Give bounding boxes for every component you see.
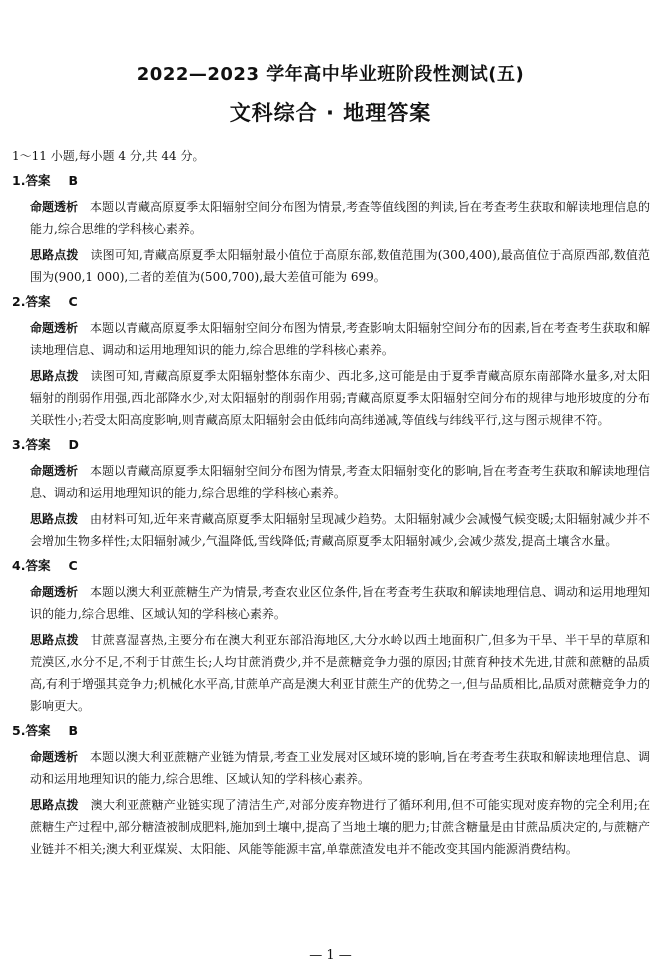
hint-paragraph <box>30 794 650 860</box>
answer-label: 答案 <box>25 173 51 188</box>
question-number: 3. <box>12 437 26 452</box>
hint-label: 思路点拨 <box>30 369 79 383</box>
hint-paragraph <box>30 244 650 288</box>
analysis-text: 本题以青藏高原夏季太阳辐射空间分布图为情景,考查影响太阳辐射空间分布的因素,旨在考查考生获取和解读地理信息、调动和运用地理知识的能力,综合思维的学科核心素养。 <box>30 321 650 357</box>
hint-text: 澳大利亚蔗糖产业链实现了清洁生产,对部分废弃物进行了循环利用,但不可能实现对废弃物的完全利用;在蔗糖生产过程中,部分糖渣被制成肥料,施加到土壤中,提高了当地土壤的肥力;甘蔗含糖量是由甘蔗品质决定的,与蔗糖产业链并不相关;澳大利亚煤炭、太阳能、风能等能源丰富,单靠蔗渣发电并不能改变其国内能源消费结构。 <box>30 798 650 856</box>
hint-paragraph <box>30 508 650 552</box>
answer-choice: B <box>68 723 78 738</box>
question-list <box>12 171 650 860</box>
answer-label: 答案 <box>25 437 51 452</box>
analysis-paragraph <box>30 196 650 240</box>
question-block <box>12 435 650 552</box>
answer-line <box>12 292 650 312</box>
scoring-intro: 1～11 小题,每小题 4 分,共 44 分。 <box>12 149 205 163</box>
answer-label: 答案 <box>25 294 51 309</box>
analysis-paragraph <box>30 746 650 790</box>
answer-content <box>12 146 650 864</box>
analysis-label: 命题透析 <box>30 585 79 599</box>
answer-choice: C <box>68 558 78 573</box>
hint-text: 读图可知,青藏高原夏季太阳辐射整体东南少、西北多,这可能是由于夏季青藏高原东南部降水量多,对太阳辐射的削弱作用强,西北部降水少,对太阳辐射的削弱作用弱;青藏高原夏季太阳辐射空间分布的规律与地形坡度的分布关联性小;若受太阳高度影响,则青藏高原太阳辐射会由低纬向高纬递减,等值线与纬线平行,这与图示规律不符。 <box>30 369 650 427</box>
analysis-text: 本题以青藏高原夏季太阳辐射空间分布图为情景,考查太阳辐射变化的影响,旨在考查考生获取和解读地理信息、调动和运用地理知识的能力,综合思维的学科核心素养。 <box>30 464 650 500</box>
answer-line <box>12 721 650 741</box>
hint-text: 甘蔗喜湿喜热,主要分布在澳大利亚东部沿海地区,大分水岭以西土地面积广,但多为干旱、半干旱的草原和荒漠区,水分不足,不利于甘蔗生长;人均甘蔗消费少,并不是蔗糖竞争力强的原因;甘蔗育种技术先进,甘蔗和蔗糖的品质高,有利于增强其竞争力;机械化水平高,甘蔗单产高是澳大利亚甘蔗生产的优势之一,但与品质相比,品质对蔗糖竞争力的影响更大。 <box>30 633 650 713</box>
analysis-text: 本题以青藏高原夏季太阳辐射空间分布图为情景,考查等值线图的判读,旨在考查考生获取和解读地理信息的能力,综合思维的学科核心素养。 <box>30 200 650 236</box>
exam-subtitle: 文科综合 · 地理答案 <box>229 101 432 125</box>
answer-choice: D <box>68 437 79 452</box>
hint-paragraph <box>30 629 650 717</box>
question-block <box>12 171 650 288</box>
answer-choice: C <box>68 294 78 309</box>
analysis-text: 本题以澳大利亚蔗糖生产为情景,考查农业区位条件,旨在考查考生获取和解读地理信息、调动和运用地理知识的能力,综合思维、区域认知的学科核心素养。 <box>30 585 650 621</box>
analysis-label: 命题透析 <box>30 200 79 214</box>
question-block <box>12 556 650 717</box>
question-number: 4. <box>12 558 26 573</box>
analysis-label: 命题透析 <box>30 464 79 478</box>
hint-label: 思路点拨 <box>30 633 79 647</box>
answer-line <box>12 556 650 576</box>
analysis-text: 本题以澳大利亚蔗糖产业链为情景,考查工业发展对区域环境的影响,旨在考查考生获取和解读地理信息、调动和运用地理知识的能力,综合思维、区域认知的学科核心素养。 <box>30 750 650 786</box>
hint-label: 思路点拨 <box>30 512 79 526</box>
answer-line <box>12 435 650 455</box>
analysis-paragraph <box>30 460 650 504</box>
analysis-paragraph <box>30 317 650 361</box>
question-block <box>12 292 650 431</box>
page-number: — 1 — <box>309 948 352 963</box>
analysis-paragraph <box>30 581 650 625</box>
exam-title: 2022—2023 学年高中毕业班阶段性测试(五) <box>136 64 525 85</box>
question-block <box>12 721 650 860</box>
question-number: 5. <box>12 723 26 738</box>
answer-line <box>12 171 650 191</box>
hint-label: 思路点拨 <box>30 798 79 812</box>
answer-choice: B <box>68 173 78 188</box>
hint-text: 读图可知,青藏高原夏季太阳辐射最小值位于高原东部,数值范围为(300,400),最高值位于高原西部,数值范围为(900,1 000),二者的差值为(500,700),最大差值可能为 699。 <box>30 248 650 284</box>
analysis-label: 命题透析 <box>30 750 79 764</box>
hint-paragraph <box>30 365 650 431</box>
analysis-label: 命题透析 <box>30 321 79 335</box>
answer-label: 答案 <box>25 723 51 738</box>
answer-label: 答案 <box>25 558 51 573</box>
question-number: 2. <box>12 294 26 309</box>
question-number: 1. <box>12 173 26 188</box>
hint-text: 由材料可知,近年来青藏高原夏季太阳辐射呈现减少趋势。太阳辐射减少会减慢气候变暖;太阳辐射减少并不会增加生物多样性;太阳辐射减少,气温降低,雪线降低;青藏高原夏季太阳辐射减少,会减少蒸发,提高土壤含水量。 <box>30 512 650 548</box>
hint-label: 思路点拨 <box>30 248 79 262</box>
